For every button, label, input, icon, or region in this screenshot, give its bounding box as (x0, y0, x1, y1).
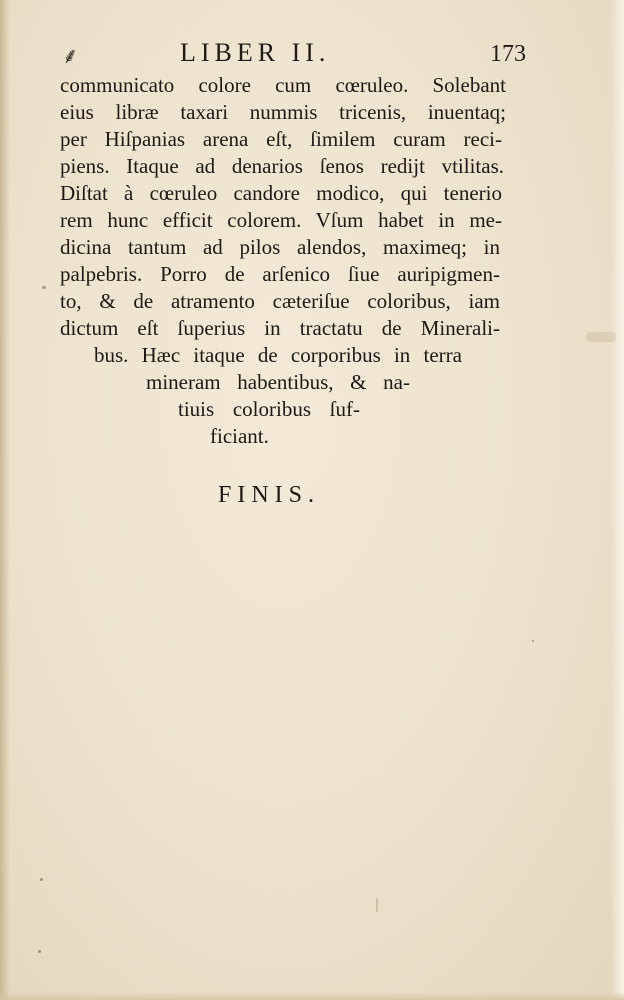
page-bottom-shadow (0, 992, 624, 1000)
text-line: dicina tantum ad pilos alendos, maximeq; in (60, 235, 500, 259)
text-line: mineram habentibus, & na- (146, 370, 410, 394)
text-line: communicato colore cum cœruleo. Solebant (60, 73, 506, 97)
printer-ornament-icon: ⸙ (62, 44, 79, 69)
text-line: bus. Hæc itaque de corporibus in terra (94, 343, 462, 367)
text-line: per Hiſpanias arena eſt, ſimilem curam reci- (60, 127, 502, 151)
running-title: LIBER II. (180, 38, 331, 67)
text-line: Diſtat à cœruleo candore modico, qui tenerio (60, 181, 502, 205)
text-line: dictum eſt ſuperius in tractatu de Minerali- (60, 316, 500, 340)
paper-speck (532, 640, 534, 642)
paper-speck (40, 878, 43, 881)
text-line: ficiant. (210, 424, 269, 448)
text-line: piens. Itaque ad denarios ſenos redijt vtilitas. (60, 154, 504, 178)
text-line: palpebris. Porro de arſenico ſiue auripigmen- (60, 262, 500, 286)
paper-speck (42, 286, 46, 289)
text-line: to, & de atramento cæteriſue coloribus, iam (60, 289, 500, 313)
text-line: eius libræ taxari nummis tricenis, inuentaq; (60, 100, 506, 124)
page-edge-highlight (610, 0, 624, 1000)
body-text (60, 72, 510, 450)
page-number: 173 (490, 41, 526, 67)
finis-colophon: FINIS. (217, 482, 320, 508)
text-line: rem hunc efficit colorem. Vſum habet in me- (60, 208, 502, 232)
paper-speck (38, 950, 41, 953)
text-line: tiuis coloribus ſuf- (178, 397, 360, 421)
paper-stain (586, 332, 616, 342)
running-header (62, 38, 526, 69)
paper-mark (376, 898, 378, 912)
